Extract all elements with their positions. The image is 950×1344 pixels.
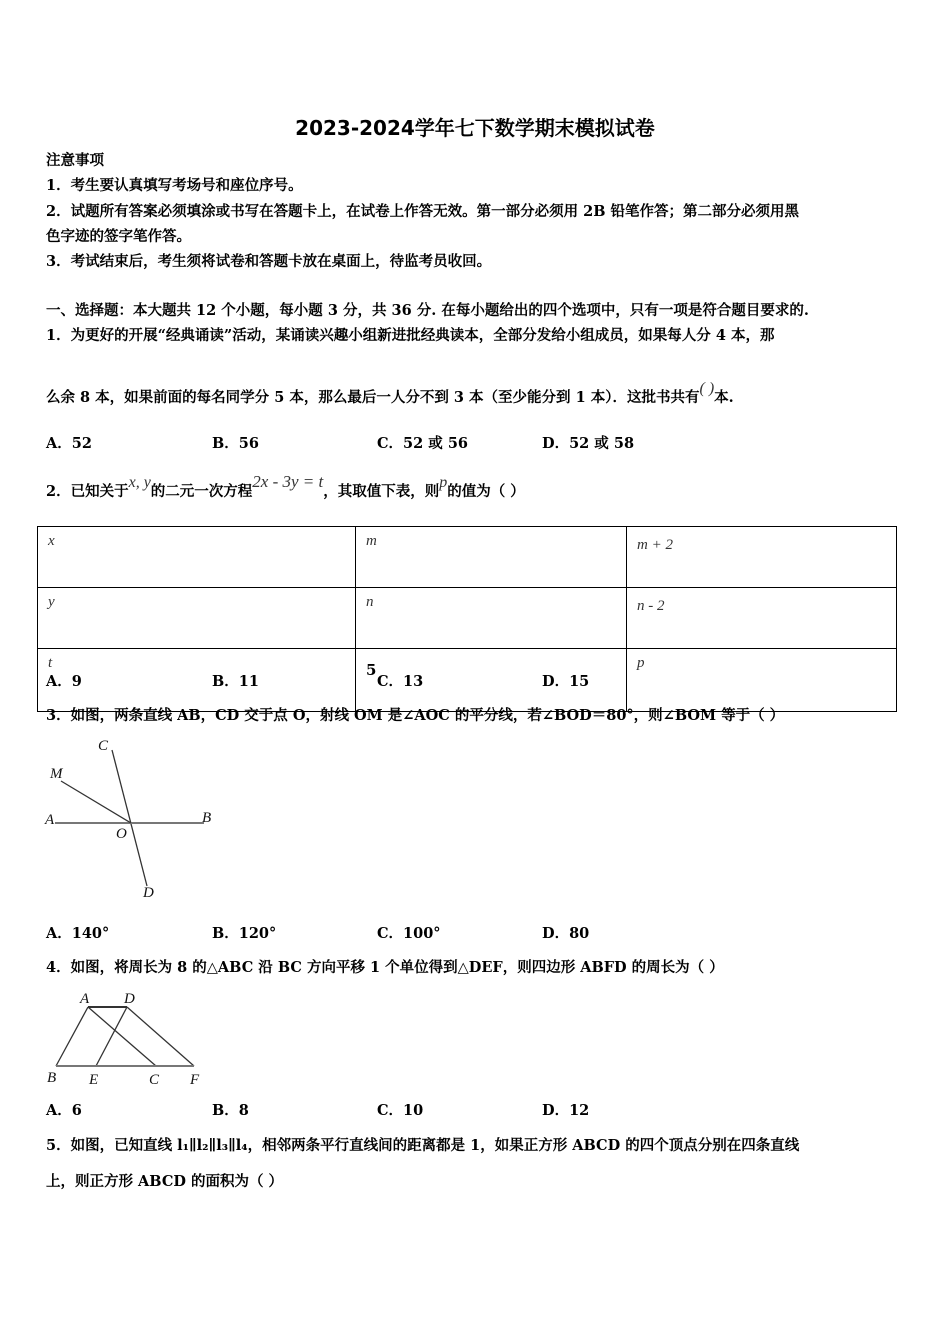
q3-figure [55, 750, 204, 886]
q2-equation: 2x - 3y = t [252, 472, 324, 491]
q1-option-d: D．52 或 58 [542, 435, 635, 452]
q1-tail: 本. [714, 389, 734, 406]
q3-stem: 3．如图，两条直线 AB，CD 交于点 O，射线 OM 是∠AOC 的平分线，若∠BOD＝80°，则∠BOM 等于（ ） [46, 707, 785, 724]
q4-option-a: A．6 [46, 1102, 82, 1119]
label-b: B [47, 1070, 57, 1086]
q1-line2-text: 么余 8 本，如果前面的每名同学分 5 本，那么最后一人分不到 3 本（至少能分到 1 本）．这批书共有 [46, 389, 700, 406]
q2-suffix: 的值为（ ） [447, 483, 525, 500]
table-cell: p [627, 649, 897, 712]
q5-line1: 5．如图，已知直线 l₁∥l₂∥l₃∥l₄，相邻两条平行直线间的距离都是 1，如果正方形 ABCD 的四个顶点分别在四条直线 [46, 1137, 800, 1154]
q2-option-c: C．13 [377, 673, 424, 690]
segment-ab [56, 1007, 88, 1066]
q2-var-p: p [439, 474, 448, 491]
table-cell: m + 2 [627, 527, 897, 588]
page-title: 2023-2024学年七下数学期末模拟试卷 [295, 116, 655, 140]
q1-option-a: A．52 [46, 435, 92, 452]
notice-item: 2．试题所有答案必须填涂或书写在答题卡上，在试卷上作答无效。第一部分必须用 2B 铅笔作答；第二部分必须用黑 [46, 203, 800, 220]
q2-option-a: A．9 [46, 673, 82, 690]
q1-line1: 1．为更好的开展“经典诵读”活动，某诵读兴趣小组新进批经典读本，全部分发给小组成员，如果每人分 4 本，那 [46, 327, 775, 344]
table-cell: y [38, 588, 356, 649]
q2-option-b: B．11 [212, 673, 259, 690]
q3-option-c: C．100° [377, 925, 441, 942]
q2-mid: 的二元一次方程 [150, 483, 253, 500]
label-o: O [116, 826, 127, 842]
label-b: B [202, 810, 212, 826]
label-a: A [80, 991, 90, 1007]
q4-stem: 4．如图，将周长为 8 的△ABC 沿 BC 方向平移 1 个单位得到△DEF，则四边形 ABFD 的周长为（ ） [46, 959, 724, 976]
label-a: A [45, 812, 55, 828]
q1-option-b: B．56 [212, 435, 259, 452]
notice-heading: 注意事项 [46, 152, 104, 169]
q2-mid2: ，其取值下表，则 [323, 483, 440, 500]
q2-option-d: D．15 [542, 673, 590, 690]
label-m: M [50, 766, 63, 782]
label-f: F [190, 1072, 200, 1088]
q1-option-c: C．52 或 56 [377, 435, 468, 452]
q4-option-b: B．8 [212, 1102, 249, 1119]
q3-option-a: A．140° [46, 925, 110, 942]
q2-prefix: 2．已知关于 [46, 483, 129, 500]
q4-option-d: D．12 [542, 1102, 590, 1119]
label-d: D [143, 885, 154, 901]
notice-item: 色字迹的签字笔作答。 [46, 228, 191, 245]
q3-option-d: D．80 [542, 925, 590, 942]
q3-option-b: B．120° [212, 925, 277, 942]
segment-df [127, 1007, 194, 1066]
q4-option-c: C．10 [377, 1102, 424, 1119]
ray-om [61, 781, 131, 823]
table-cell: n [356, 588, 627, 649]
section-heading: 一、选择题：本大题共 12 个小题，每小题 3 分，共 36 分. 在每小题给出的四个选项中，只有一项是符合题目要求的. [46, 302, 809, 319]
line-cd [112, 750, 147, 886]
notice-item: 1．考生要认真填写考场号和座位序号。 [46, 177, 303, 194]
table-cell: t [38, 649, 356, 712]
q2-vars: x, y [128, 474, 151, 491]
q4-figure [56, 1007, 194, 1066]
label-e: E [89, 1072, 99, 1088]
table-cell: n - 2 [627, 588, 897, 649]
label-c: C [98, 738, 109, 754]
table-cell: x [38, 527, 356, 588]
table-cell: m [356, 527, 627, 588]
q5-line2: 上，则正方形 ABCD 的面积为（ ） [46, 1173, 284, 1190]
label-c: C [149, 1072, 160, 1088]
notice-item: 3．考试结束后，考生须将试卷和答题卡放在桌面上，待监考员收回。 [46, 253, 492, 270]
q1-blank: ( ) [699, 380, 715, 397]
label-d: D [124, 991, 135, 1007]
table-cell: 5 [356, 649, 627, 712]
